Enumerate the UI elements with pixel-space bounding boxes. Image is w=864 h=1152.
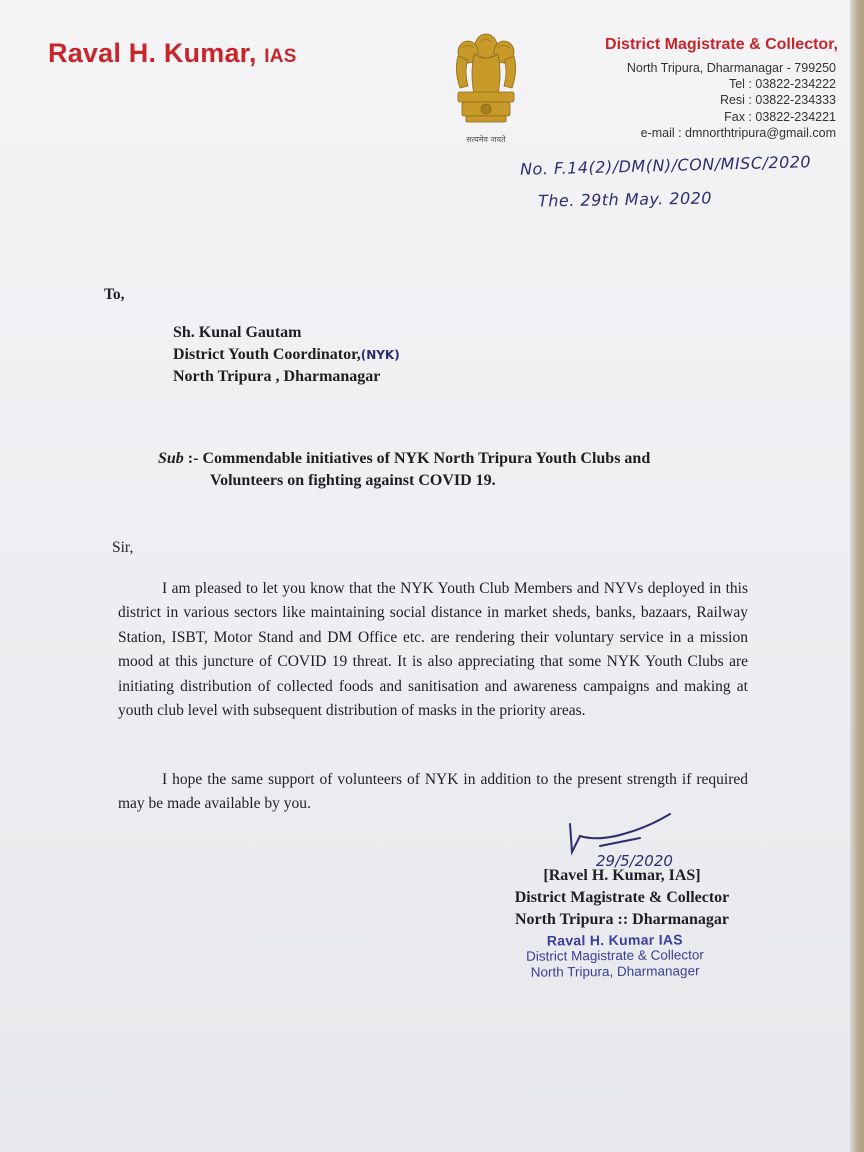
national-emblem-icon [444, 26, 528, 150]
body-paragraph-2: I hope the same support of volunteers of NYK in addition to the present strength if required may be made available by you. [118, 771, 748, 813]
recipient-name: Sh. Kunal Gautam [173, 324, 302, 341]
contact-email: e-mail : dmnorthtripura@gmail.com [640, 125, 836, 140]
recipient-designation [173, 344, 400, 366]
letterhead-name-suffix: IAS [264, 46, 297, 67]
subject-line [158, 448, 778, 492]
subject-label: Sub [158, 450, 184, 467]
body-paragraph-1: I am pleased to let you know that the NYK Youth Club Members and NYVs deployed in this district in various sectors like maintaining social distance in market sheds, banks, bazaars, Railway Station, ISBT, Motor Stand and DM Office etc. are rendering their voluntary service in a mission mood at this juncture of COVID 19 threat. It is also appreciating that some NYK Youth Clubs are initiating distribution of collected foods and sanitisation and awareness campaigns and making at youth club level with subsequent distribution of masks in the priority areas. [118, 580, 748, 720]
official-stamp [512, 931, 718, 981]
contact-resi: Resi : 03822-234333 [719, 93, 836, 108]
reference-number: No. F.14(2)/DM(N)/CON/MISC/2020 [519, 152, 812, 179]
subject-line-1 [158, 448, 778, 470]
paper-edge [850, 0, 864, 1152]
signature-date: 29/5/2020 [596, 852, 673, 870]
recipient-designation-handwritten: (NYK) [360, 348, 400, 362]
emblem-caption: सत्यमेव जयते [466, 135, 506, 144]
contact-block [627, 60, 836, 141]
letter-date: The. 29th May. 2020 [537, 188, 713, 211]
stamp-location: North Tripura, Dharmanager [530, 963, 700, 980]
contact-fax: Fax : 03822-234221 [724, 109, 836, 124]
signatory-designation: District Magistrate & Collector [514, 889, 730, 906]
contact-tel: Tel : 03822-234222 [728, 77, 836, 92]
recipient-address [173, 322, 400, 388]
letterhead-name-text: Raval H. Kumar, [48, 38, 257, 68]
signatory-name: [Ravel H. Kumar, IAS] [543, 867, 701, 884]
subject-text-1: :- Commendable initiatives of NYK North Tripura Youth Clubs and [187, 450, 651, 467]
contact-address: North Tripura, Dharmanagar - 799250 [626, 61, 836, 75]
recipient-designation-text: District Youth Coordinator, [173, 346, 361, 363]
subject-line-2: Volunteers on fighting against COVID 19. [210, 472, 496, 489]
salutation: Sir, [112, 539, 134, 556]
office-title: District Magistrate & Collector, [605, 36, 838, 53]
letterhead-name [48, 38, 297, 69]
signatory-block [497, 865, 747, 931]
stamp-designation: District Magistrate & Collector [526, 947, 704, 964]
stamp-name: Raval H. Kumar IAS [546, 931, 683, 949]
signatory-location: North Tripura :: Dharmanagar [514, 911, 730, 928]
to-label: To, [104, 286, 125, 303]
recipient-location: North Tripura , Dharmanagar [173, 368, 381, 385]
